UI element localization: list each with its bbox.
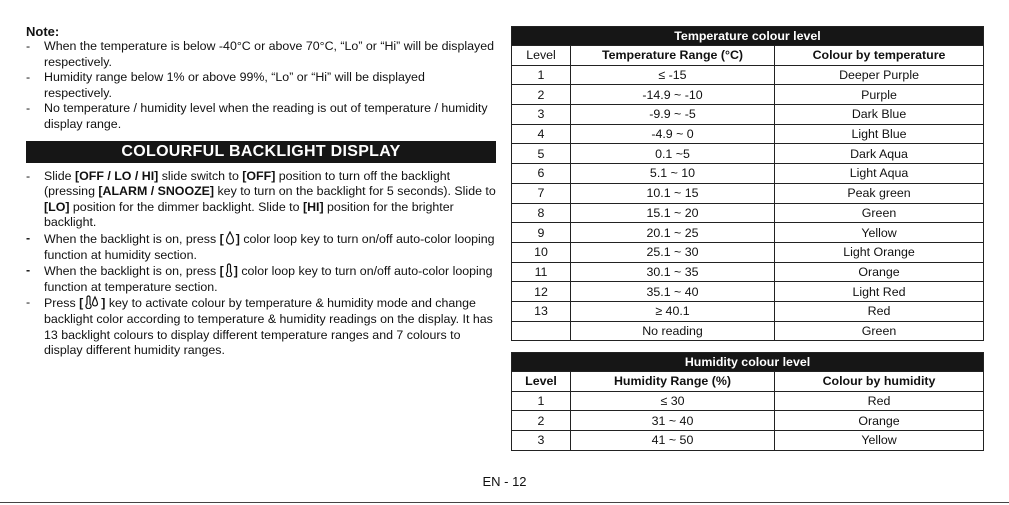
- table-cell: Red: [775, 301, 984, 321]
- note-item: - Humidity range below 1% or above 99%, “Lo” or “Hi” will be displayed respectively.: [26, 70, 425, 100]
- table-row: [512, 164, 984, 184]
- table-cell: 3: [512, 105, 571, 125]
- table-cell: 1: [512, 65, 571, 85]
- table-cell: Deeper Purple: [775, 65, 984, 85]
- table-cell: Dark Blue: [775, 105, 984, 125]
- table-row: [512, 144, 984, 164]
- table-cell: -9.9 ~ -5: [571, 105, 775, 125]
- table-cell: [512, 321, 571, 341]
- table-cell: 2: [512, 85, 571, 105]
- section-heading: COLOURFUL BACKLIGHT DISPLAY: [26, 141, 496, 163]
- table-cell: -14.9 ~ -10: [571, 85, 775, 105]
- table-title-row: [512, 353, 984, 372]
- note-item: - No temperature / humidity level when the reading is out of temperature / humidity display range.: [26, 101, 488, 131]
- table-row: [512, 391, 984, 411]
- table-row: [512, 65, 984, 85]
- column-header: Colour by humidity: [775, 372, 984, 392]
- humidity-table-title: Humidity colour level: [512, 353, 984, 372]
- table-row: [512, 105, 984, 125]
- table-cell: 9: [512, 223, 571, 243]
- table-row: [512, 282, 984, 302]
- table-cell: Yellow: [775, 223, 984, 243]
- temperature-colour-table: [511, 26, 984, 341]
- column-header: Temperature Range (°C): [571, 46, 775, 66]
- column-header: Level: [512, 46, 571, 66]
- note-item: - When the temperature is below -40°C or above 70°C, “Lo” or “Hi” will be displayed respectively.: [26, 39, 494, 69]
- table-row: [512, 203, 984, 223]
- table-row: [512, 321, 984, 341]
- table-cell: 25.1 ~ 30: [571, 242, 775, 262]
- table-cell: 10.1 ~ 15: [571, 183, 775, 203]
- table-cell: 2: [512, 411, 571, 431]
- table-cell: 7: [512, 183, 571, 203]
- table-cell: 15.1 ~ 20: [571, 203, 775, 223]
- table-cell: 30.1 ~ 35: [571, 262, 775, 282]
- table-header-row: [512, 372, 984, 392]
- humidity-drop-icon: [225, 231, 235, 245]
- thermometer-drop-icon: [84, 295, 100, 309]
- table-row: [512, 431, 984, 451]
- table-cell: 35.1 ~ 40: [571, 282, 775, 302]
- table-cell: ≥ 40.1: [571, 301, 775, 321]
- table-cell: Light Blue: [775, 124, 984, 144]
- backlight-item-humidity-loop: - When the backlight is on, press [ ] color loop key to turn on/off auto-color looping function at humidity section.: [26, 230, 495, 262]
- table-cell: Peak green: [775, 183, 984, 203]
- left-column: [26, 24, 496, 359]
- table-row: [512, 124, 984, 144]
- table-cell: Green: [775, 203, 984, 223]
- table-cell: Dark Aqua: [775, 144, 984, 164]
- table-cell: 20.1 ~ 25: [571, 223, 775, 243]
- thermometer-icon: [225, 263, 233, 277]
- table-row: [512, 223, 984, 243]
- table-cell: ≤ -15: [571, 65, 775, 85]
- page-number: EN - 12: [482, 474, 527, 489]
- table-cell: 10: [512, 242, 571, 262]
- table-cell: Red: [775, 391, 984, 411]
- table-row: [512, 85, 984, 105]
- table-cell: Light Red: [775, 282, 984, 302]
- table-cell: 12: [512, 282, 571, 302]
- table-cell: 5.1 ~ 10: [571, 164, 775, 184]
- table-cell: ≤ 30: [571, 391, 775, 411]
- table-cell: -4.9 ~ 0: [571, 124, 775, 144]
- humidity-colour-table: [511, 352, 984, 451]
- table-cell: 5: [512, 144, 571, 164]
- bottom-divider: [0, 502, 1009, 503]
- backlight-item-temperature-loop: - When the backlight is on, press [ ] color loop key to turn on/off auto-color looping function at temperature section.: [26, 263, 493, 294]
- table-cell: 41 ~ 50: [571, 431, 775, 451]
- table-row: [512, 301, 984, 321]
- table-cell: 1: [512, 391, 571, 411]
- note-list: [26, 39, 496, 133]
- table-row: [512, 242, 984, 262]
- table-cell: 4: [512, 124, 571, 144]
- column-header: Level: [512, 372, 571, 392]
- backlight-list: [26, 169, 496, 359]
- backlight-item-switch: - Slide [OFF / LO / HI] slide switch to [OFF] position to turn off the backlight (pressing [ALARM / SNOOZE] key to turn on the backlight for 5 seconds). Slide to [LO] position for the dimmer backlight. Slide to [HI] position for the brighter backlight.: [26, 168, 496, 230]
- table-cell: Orange: [775, 411, 984, 431]
- table-cell: Light Aqua: [775, 164, 984, 184]
- column-header: Colour by temperature: [775, 46, 984, 66]
- table-row: [512, 411, 984, 431]
- note-title: Note:: [26, 24, 60, 39]
- table-cell: 13: [512, 301, 571, 321]
- table-row: [512, 262, 984, 282]
- column-header: Humidity Range (%): [571, 372, 775, 392]
- table-cell: 3: [512, 431, 571, 451]
- table-row: [512, 183, 984, 203]
- table-cell: 11: [512, 262, 571, 282]
- table-cell: Light Orange: [775, 242, 984, 262]
- table-title-row: [512, 27, 984, 46]
- table-cell: 8: [512, 203, 571, 223]
- table-header-row: [512, 46, 984, 66]
- table-cell: Green: [775, 321, 984, 341]
- table-cell: Purple: [775, 85, 984, 105]
- table-cell: 0.1 ~5: [571, 144, 775, 164]
- backlight-item-colour-mode: - Press [ ] key to activate colour by temperature & humidity mode and change backlight color according to temperature & humidity readings on the display. It has 13 backlight colours to display different temperature ranges and 7 colours to display different humidity ranges.: [26, 295, 493, 358]
- table-cell: 31 ~ 40: [571, 411, 775, 431]
- temperature-table-title: Temperature colour level: [512, 27, 984, 46]
- table-cell: No reading: [571, 321, 775, 341]
- table-cell: Orange: [775, 262, 984, 282]
- table-cell: 6: [512, 164, 571, 184]
- table-cell: Yellow: [775, 431, 984, 451]
